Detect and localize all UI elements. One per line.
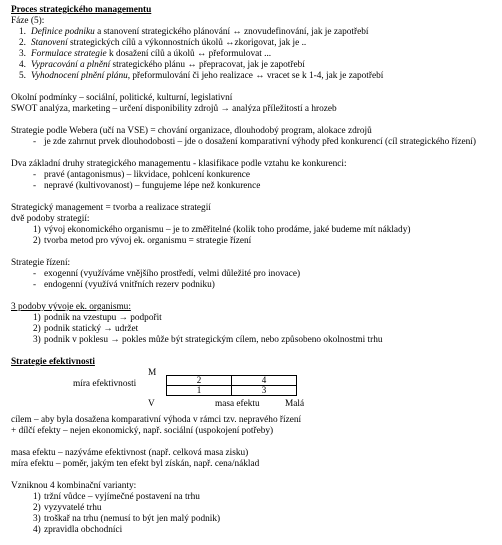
matrix-cell: 3: [232, 386, 297, 396]
item-text: vývoj ekonomického organismu – je to změřitelné (kolik toho prodáme, jaké budeme mít náklady): [44, 225, 411, 235]
item-text: , přeformulování či jeho realizace ↔ vracet se k 1-4, jak je zapotřebí: [127, 71, 384, 81]
paragraph: + dílčí efekty – nejen ekonomický, např. sociální (uspokojení potřeby): [11, 426, 274, 436]
section-heading: Strategie efektivnosti: [11, 357, 95, 367]
item-number: 1.: [19, 27, 26, 37]
dash-bullet: -: [33, 170, 37, 180]
item-text: pravé (antagonismus) – likvidace, pohlcení konkurence: [44, 170, 251, 180]
item-text: podnik statický → udržet: [44, 324, 139, 334]
list-item: [11, 514, 496, 525]
development-list: [11, 313, 496, 346]
paragraph: Strategický management = tvorba a realizace strategií: [11, 203, 211, 213]
list-item: [11, 525, 496, 536]
paragraph: masa efektu – nazýváme efektivnost (např. celková masa zisku): [11, 448, 249, 458]
paragraph: Vzniknou 4 kombinační varianty:: [11, 481, 137, 491]
dash-bullet: -: [33, 181, 37, 191]
types-list: [11, 170, 496, 192]
list-item: [11, 71, 496, 82]
item-number: 4.: [19, 60, 26, 70]
axis-label-v: V: [148, 399, 155, 409]
phases-label: Fáze (5):: [11, 16, 45, 26]
weber-list: [11, 137, 496, 148]
item-text: strategického plánu ↔ přepracovat, jak je zapotřebí: [110, 60, 305, 70]
item-emphasis: Vyhodnocení plnění plánu: [31, 71, 128, 81]
dash-bullet: -: [33, 280, 37, 290]
item-number: 2): [33, 236, 41, 246]
list-item: [11, 170, 496, 181]
item-number: 3): [33, 335, 41, 345]
list-item: [11, 335, 496, 346]
col-axis-label: masa efektu: [215, 399, 260, 409]
item-text: k dosažení cílů a úkolů ↔ přeformulovat ...: [106, 49, 272, 59]
doc-title: Proces strategického managementu: [11, 5, 152, 15]
item-number: 1): [33, 313, 41, 323]
matrix-cell: 4: [232, 376, 297, 386]
item-text: nepravé (kultivovanost) – fungujeme lépe než konkurence: [44, 181, 261, 191]
item-text: strategických cílů a výkonnostních úkolů ↔zkorigovat, jak je ..: [67, 38, 307, 48]
item-text: troškař na trhu (nemusí to být jen malý podnik): [44, 514, 221, 524]
item-number: 3): [33, 514, 41, 524]
item-text: exogenní (využíváme vnějšího prostředí, velmi důležité pro inovace): [44, 269, 301, 279]
list-item: [11, 49, 496, 60]
list-item: [11, 269, 496, 280]
paragraph: Okolní podmínky – sociální, politické, kulturní, legislativní: [11, 93, 233, 103]
list-item: [11, 60, 496, 71]
item-text: je zde zahrnut prvek dlouhodobosti – jde o dosažení komparativní výhody před konkurencí (cíl strategického řízení): [44, 137, 476, 147]
paragraph: SWOT analýza, marketing – určení disponibility zdrojů → analýza příležitostí a hrozeb: [11, 104, 337, 114]
item-number: 5.: [19, 71, 26, 81]
item-number: 2): [33, 324, 41, 334]
item-number: 4): [33, 525, 41, 535]
axis-label-mala: Malá: [285, 399, 305, 409]
control-list: [11, 269, 496, 291]
item-emphasis: Definice podniku: [31, 27, 95, 37]
list-item: [11, 225, 496, 236]
item-number: 2.: [19, 38, 26, 48]
matrix-table: [166, 375, 297, 396]
section-title: 3 podoby vývoje ek. organismu:: [11, 302, 131, 312]
list-item: [11, 27, 496, 38]
efficiency-matrix: [11, 368, 496, 415]
list-item: [11, 181, 496, 192]
paragraph: dvě podoby strategií:: [11, 214, 90, 224]
item-number: 1): [33, 225, 41, 235]
list-item: [11, 137, 496, 148]
item-text: zpravidla obchodníci: [44, 525, 123, 535]
paragraph: Dva základní druhy strategického managementu - klasifikace podle vztahu ke konkurenci:: [11, 159, 347, 169]
item-emphasis: Stanovení: [31, 38, 68, 48]
combination-list: [11, 492, 496, 536]
item-text: a stanovení strategického plánování ↔ znovudefinování, jak je zapotřebí: [94, 27, 369, 37]
item-emphasis: Formulace strategie: [31, 49, 107, 59]
list-item: [11, 492, 496, 503]
paragraph: Strategie podle Webera (učí na VSE) = chování organizace, dlouhodobý program, alokace zdrojů: [11, 126, 372, 136]
list-item: [11, 503, 496, 514]
list-item: [11, 313, 496, 324]
paragraph: míra efektu – poměr, jakým ten efekt byl získán, např. cena/náklad: [11, 459, 260, 469]
phases-list: [11, 27, 496, 82]
dash-bullet: -: [33, 137, 37, 147]
matrix-cell: 1: [167, 386, 232, 396]
list-item: [11, 280, 496, 291]
dash-bullet: -: [33, 269, 37, 279]
item-number: 1): [33, 492, 41, 502]
matrix-cell: 2: [167, 376, 232, 386]
axis-label-m: M: [148, 368, 157, 378]
item-text: tržní vůdce – vyjímečné postavení na trhu: [44, 492, 200, 502]
list-item: [11, 38, 496, 49]
item-text: vyzyvatelé trhu: [44, 503, 102, 513]
list-item: [11, 236, 496, 247]
row-axis-label: míra efektivnosti: [73, 379, 137, 389]
list-item: [11, 324, 496, 335]
item-emphasis: Vypracování a plnění: [31, 60, 111, 70]
item-text: endogenní (využívá vnitřních rezerv podniku): [44, 280, 215, 290]
item-text: tvorba metod pro vývoj ek. organismu = strategie řízení: [44, 236, 252, 246]
item-text: podnik na vzestupu → podpořit: [44, 313, 162, 323]
paragraph: Strategie řízení:: [11, 258, 71, 268]
paragraph: cílem – aby byla dosažena komparativní výhoda v rámci tzv. nepravého řízení: [11, 415, 302, 425]
item-number: 2): [33, 503, 41, 513]
item-number: 3.: [19, 49, 26, 59]
item-text: podnik v poklesu → pokles může být strategickým cílem, nebo způsobeno okolnostmi trhu: [44, 335, 383, 345]
forms-list: [11, 225, 496, 247]
document-page: [11, 5, 496, 536]
